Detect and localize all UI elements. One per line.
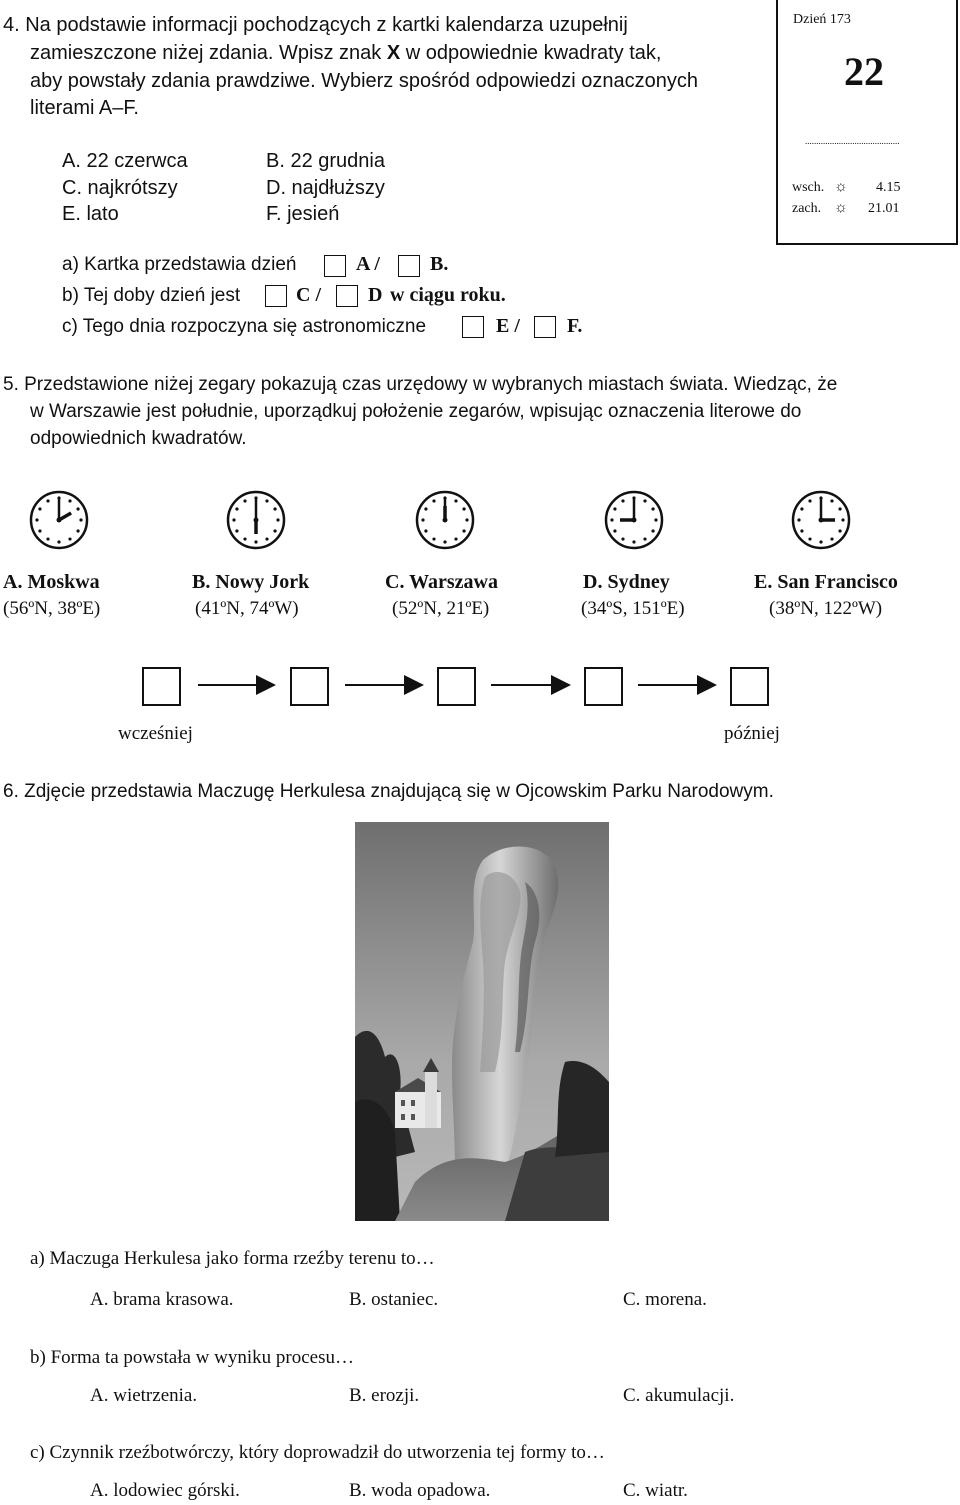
q4-option-c: C. najkrótszy <box>62 177 178 199</box>
sun-icon: ☼ <box>834 179 848 195</box>
clock-tick <box>830 499 833 502</box>
clock-tick <box>424 507 427 510</box>
clock-tick <box>462 529 465 532</box>
calendar-dots: .......................................... <box>805 136 900 146</box>
clock-tick <box>800 529 803 532</box>
city-coords-warszawa: (52ºN, 21ºE) <box>392 598 490 619</box>
q4-option-a: A. 22 czerwca <box>62 150 188 172</box>
clock-tick <box>632 540 635 543</box>
clock-tick <box>76 529 79 532</box>
q4-c-checkbox-2[interactable] <box>534 316 556 338</box>
clock-warszawa <box>414 489 476 551</box>
clock-tick <box>651 507 654 510</box>
q6b-option-b: B. erozji. <box>349 1385 420 1406</box>
q6-intro: 6. Zdjęcie przedstawia Maczugę Herkulesa znajdującą się w Ojcowskim Parku Narodowym. <box>3 781 774 802</box>
q6b-option-c: C. akumulacji. <box>623 1385 735 1406</box>
q4-intro-line2b: w odpowiednie kwadraty tak, <box>405 42 662 64</box>
calendar-sunset-time: 21.01 <box>868 201 900 216</box>
clock-tick <box>243 537 246 540</box>
clock-center <box>443 518 448 523</box>
q4-sentence-a-opt2: B. <box>430 253 449 275</box>
q6c-option-a: A. lodowiec górski. <box>90 1480 240 1501</box>
clock-tick <box>841 518 844 521</box>
clock-tick <box>610 518 613 521</box>
q5-intro-line3: odpowiednich kwadratów. <box>30 428 247 449</box>
clock-moskwa <box>28 489 90 551</box>
calendar-day-number: 22 <box>844 49 884 94</box>
clock-tick <box>808 499 811 502</box>
q4-sentence-b-suffix: w ciągu roku. <box>390 284 506 306</box>
clock-tick <box>46 537 49 540</box>
q4-sentence-b-opt1: C / <box>296 284 321 306</box>
city-name-moskwa: A. Moskwa <box>3 571 100 593</box>
clock-tick <box>830 537 833 540</box>
q4-intro-x: X <box>386 42 401 64</box>
q5-intro-line2: w Warszawie jest południe, uporządkuj położenie zegarów, wpisując oznaczenia literowe do <box>30 401 802 422</box>
clock-tick <box>57 540 60 543</box>
city-name-warszawa: C. Warszawa <box>385 571 498 593</box>
clock-tick <box>651 529 654 532</box>
clock-tick <box>621 499 624 502</box>
city-coords-nowy-jork: (41ºN, 74ºW) <box>195 598 299 619</box>
clock-tick <box>38 507 41 510</box>
clock-center <box>632 518 637 523</box>
city-coords-san-francisco: (38ºN, 122ºW) <box>769 598 883 619</box>
clock-tick <box>613 507 616 510</box>
clock-tick <box>273 507 276 510</box>
clock-tick <box>838 529 841 532</box>
q4-intro-line4: literami A–F. <box>30 97 139 119</box>
q4-sentence-b-prefix: b) Tej doby dzień jest <box>62 285 241 306</box>
clock-center <box>57 518 62 523</box>
maczuga-herkulesa-photo <box>355 822 609 1221</box>
clock-center <box>254 518 259 523</box>
clock-tick <box>35 518 38 521</box>
q6a-prompt: a) Maczuga Herkulesa jako forma rzeźby terenu to… <box>30 1248 435 1269</box>
q4-a-checkbox-2[interactable] <box>398 255 420 277</box>
clock-tick <box>643 537 646 540</box>
clock-tick <box>235 507 238 510</box>
clock-tick <box>800 507 803 510</box>
clock-nowy-jork <box>225 489 287 551</box>
q4-intro-line1: 4. Na podstawie informacji pochodzących z kartki kalendarza uzupełnij <box>3 14 628 36</box>
q4-sentence-c-opt2: F. <box>567 315 583 337</box>
q4-a-checkbox-1[interactable] <box>324 255 346 277</box>
q5-intro-line1: 5. Przedstawione niżej zegary pokazują czas urzędowy w wybranych miastach świata. Wiedząc, że <box>3 374 838 395</box>
clock-tick <box>243 499 246 502</box>
clock-tick <box>79 518 82 521</box>
calendar-sunset-label: zach. <box>792 201 822 216</box>
clock-tick <box>46 499 49 502</box>
earlier-label: wcześniej <box>118 723 193 744</box>
clock-tick <box>254 540 257 543</box>
clock-tick <box>76 507 79 510</box>
q4-intro-line3: aby powstały zdania prawdziwe. Wybierz spośród odpowiedzi oznaczonych <box>30 70 698 92</box>
q4-intro-line2 <box>30 42 661 65</box>
calendar-sunrise-time: 4.15 <box>876 180 901 195</box>
clock-tick <box>421 518 424 521</box>
clock-tick <box>454 537 457 540</box>
clock-tick <box>232 518 235 521</box>
clock-tick <box>265 499 268 502</box>
clock-tick <box>613 529 616 532</box>
clock-tick <box>454 499 457 502</box>
clock-san-francisco <box>790 489 852 551</box>
q4-b-checkbox-2[interactable] <box>336 285 358 307</box>
q4-c-checkbox-1[interactable] <box>462 316 484 338</box>
city-name-nowy-jork: B. Nowy Jork <box>192 571 310 593</box>
q4-sentence-c-opt1: E / <box>496 315 520 337</box>
q6a-option-c: C. morena. <box>623 1289 707 1310</box>
later-label: później <box>724 723 780 744</box>
clock-tick <box>462 507 465 510</box>
q4-intro-line2a: zamieszczone niżej zdania. Wpisz znak <box>30 42 382 64</box>
q4-option-d: D. najdłuższy <box>266 177 385 199</box>
clock-tick <box>643 499 646 502</box>
sun-icon: ☼ <box>834 200 848 216</box>
clock-center <box>819 518 824 523</box>
q6b-prompt: b) Forma ta powstała w wyniku procesu… <box>30 1347 354 1368</box>
clock-tick <box>654 518 657 521</box>
q4-option-e: E. lato <box>62 203 119 225</box>
q4-sentence-c-prefix: c) Tego dnia rozpoczyna się astronomiczne <box>62 316 427 337</box>
clock-tick <box>424 529 427 532</box>
city-name-sydney: D. Sydney <box>583 571 670 593</box>
city-coords-sydney: (34ºS, 151ºE) <box>581 598 685 619</box>
clock-tick <box>443 540 446 543</box>
clock-tick <box>38 529 41 532</box>
q4-option-f: F. jesień <box>266 203 340 225</box>
q6a-option-b: B. ostaniec. <box>349 1289 439 1310</box>
clock-tick <box>797 518 800 521</box>
q4-sentence-a-opt1: A / <box>356 253 380 275</box>
q4-option-b: B. 22 grudnia <box>266 150 385 172</box>
calendar-sunrise-label: wsch. <box>792 180 825 195</box>
clock-tick <box>838 507 841 510</box>
clock-tick <box>819 540 822 543</box>
q6b-option-a: A. wietrzenia. <box>90 1385 198 1406</box>
clock-tick <box>235 529 238 532</box>
calendar-day-label: Dzień 173 <box>793 12 851 27</box>
q4-b-checkbox-1[interactable] <box>265 285 287 307</box>
clock-tick <box>68 499 71 502</box>
q6a-option-a: A. brama krasowa. <box>90 1289 234 1310</box>
city-name-san-francisco: E. San Francisco <box>754 571 898 593</box>
order-arrows <box>0 670 960 700</box>
clock-tick <box>265 537 268 540</box>
clock-tick <box>68 537 71 540</box>
calendar-card <box>776 0 958 245</box>
clock-tick <box>621 537 624 540</box>
clock-tick <box>276 518 279 521</box>
clock-tick <box>432 537 435 540</box>
q4-sentence-b-opt2: D <box>368 284 383 306</box>
clock-tick <box>432 499 435 502</box>
q6c-option-c: C. wiatr. <box>623 1480 688 1501</box>
clock-tick <box>808 537 811 540</box>
clock-tick <box>273 529 276 532</box>
clock-sydney <box>603 489 665 551</box>
q6c-prompt: c) Czynnik rzeźbotwórczy, który doprowadził do utworzenia tej formy to… <box>30 1442 605 1463</box>
city-coords-moskwa: (56ºN, 38ºE) <box>3 598 101 619</box>
q6c-option-b: B. woda opadowa. <box>349 1480 491 1501</box>
q4-sentence-a-prefix: a) Kartka przedstawia dzień <box>62 254 297 275</box>
clock-tick <box>465 518 468 521</box>
